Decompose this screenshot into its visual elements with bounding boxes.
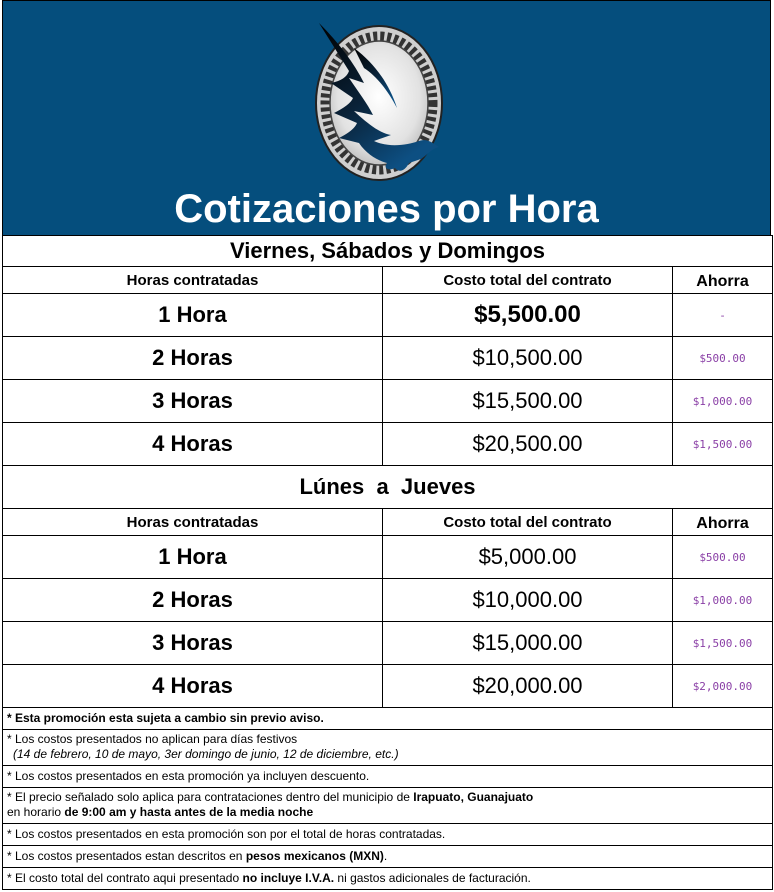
note-location: Irapuato, Guanajuato	[413, 790, 534, 804]
note-line: ni gastos adicionales de facturación.	[334, 870, 531, 885]
cost-cell: $10,000.00	[383, 579, 673, 622]
eagle-emblem-icon	[309, 23, 443, 183]
hours-cell: 3 Horas	[3, 380, 383, 423]
hours-cell: 2 Horas	[3, 337, 383, 380]
column-header-cost: Costo total del contrato	[383, 509, 673, 536]
note-line: en horario	[7, 805, 65, 819]
column-header-savings: Ahorra	[673, 509, 773, 536]
cost-cell: $5,000.00	[383, 536, 673, 579]
section-title-row	[3, 236, 773, 267]
note-row	[3, 788, 773, 824]
hours-cell: 1 Hora	[3, 294, 383, 337]
note-tax: no incluye I.V.A.	[242, 870, 335, 885]
note-schedule: de 9:00 am y hasta antes de la media noche	[64, 805, 314, 819]
hours-cell: 3 Horas	[3, 622, 383, 665]
note-text	[3, 868, 773, 890]
note-text: * Los costos presentados en esta promoción ya incluyen descuento.	[3, 766, 773, 788]
column-header-cost: Costo total del contrato	[383, 267, 673, 294]
table-row	[3, 337, 773, 380]
table-row	[3, 622, 773, 665]
note-line: * El precio señalado solo aplica para contrataciones dentro del municipio de	[7, 790, 414, 804]
table-row	[3, 579, 773, 622]
note-text: * Esta promoción esta sujeta a cambio sin previo aviso.	[3, 708, 773, 730]
note-row	[3, 824, 773, 846]
note-line: .	[383, 848, 388, 863]
header-banner	[2, 0, 771, 235]
note-row	[3, 766, 773, 788]
table-row	[3, 665, 773, 708]
cost-cell: $20,000.00	[383, 665, 673, 708]
hours-cell: 2 Horas	[3, 579, 383, 622]
note-text: * Los costos presentados en esta promoción son por el total de horas contratadas.	[3, 824, 773, 846]
savings-cell: $1,500.00	[673, 622, 773, 665]
note-line: * Los costos presentados no aplican para días festivos	[7, 732, 298, 746]
cost-cell: $20,500.00	[383, 423, 673, 466]
section-title-row	[3, 466, 773, 509]
note-row	[3, 730, 773, 766]
cost-cell: $15,500.00	[383, 380, 673, 423]
column-header-hours: Horas contratadas	[3, 267, 383, 294]
column-header-row	[3, 509, 773, 536]
note-text	[3, 846, 773, 868]
savings-cell: $500.00	[673, 337, 773, 380]
note-line: * El costo total del contrato aqui presentado	[7, 870, 243, 885]
table-row	[3, 294, 773, 337]
savings-cell: $1,500.00	[673, 423, 773, 466]
cost-cell: $10,500.00	[383, 337, 673, 380]
hours-cell: 4 Horas	[3, 423, 383, 466]
savings-cell: $2,000.00	[673, 665, 773, 708]
note-currency: pesos mexicanos (MXN)	[245, 848, 384, 863]
table-row	[3, 536, 773, 579]
table-row	[3, 423, 773, 466]
hours-cell: 4 Horas	[3, 665, 383, 708]
savings-cell: -	[673, 294, 773, 337]
savings-cell: $1,000.00	[673, 579, 773, 622]
cost-cell: $5,500.00	[383, 294, 673, 337]
hours-cell: 1 Hora	[3, 536, 383, 579]
note-row	[3, 868, 773, 890]
savings-cell: $500.00	[673, 536, 773, 579]
savings-cell: $1,000.00	[673, 380, 773, 423]
note-row	[3, 846, 773, 868]
note-holidays: (14 de febrero, 10 de mayo, 3er domingo de junio, 12 de diciembre, etc.)	[13, 747, 399, 761]
column-header-hours: Horas contratadas	[3, 509, 383, 536]
note-text	[3, 730, 773, 766]
pricing-table	[2, 235, 773, 890]
table-row	[3, 380, 773, 423]
column-header-savings: Ahorra	[673, 267, 773, 294]
cost-cell: $15,000.00	[383, 622, 673, 665]
note-text	[3, 788, 773, 824]
page-title: Cotizaciones por Hora	[174, 187, 599, 231]
note-row	[3, 708, 773, 730]
note-line: * Los costos presentados estan descritos en	[7, 848, 246, 863]
column-header-row	[3, 267, 773, 294]
section-title: Viernes, Sábados y Domingos	[3, 236, 773, 267]
section-title: Lúnes a Jueves	[3, 466, 773, 509]
